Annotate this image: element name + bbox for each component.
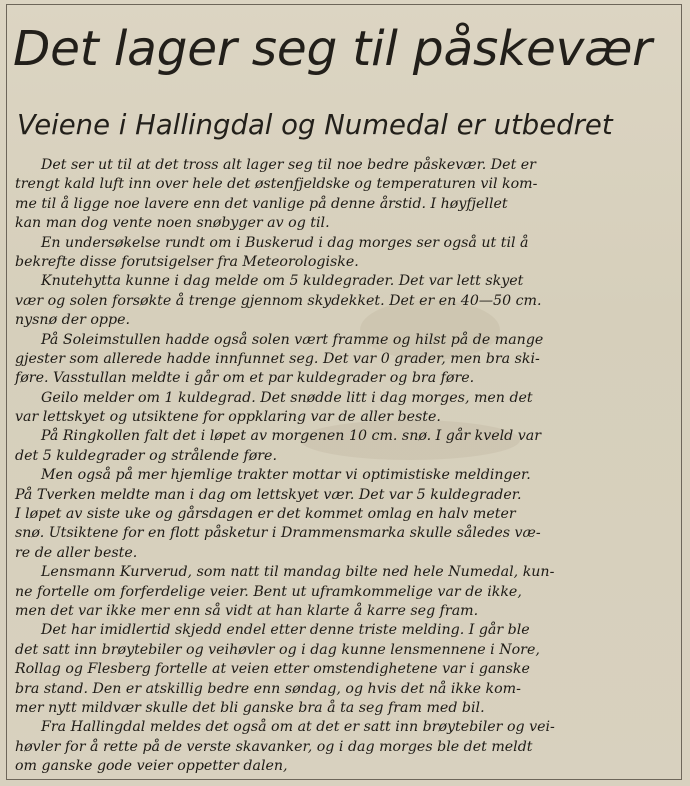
article-line: mer nytt mildvær skulle det bli ganske bra å ta seg fram med bil. bbox=[15, 699, 485, 716]
article-line: snø. Utsiktene for en flott påsketur i Drammensmarka skulle således væ- bbox=[15, 525, 541, 542]
article-line: det 5 kuldegrader og strålende føre. bbox=[15, 447, 277, 464]
article-line: føre. Vasstullan meldte i går om et par kuldegrader og bra føre. bbox=[15, 370, 475, 387]
article-line: Rollag og Flesberg fortelle at veien etter omstendighetene var i ganske bbox=[15, 661, 530, 678]
newspaper-clipping bbox=[6, 4, 682, 780]
article-line: vær og solen forsøkte å trenge gjennom skydekket. Det er en 40—50 cm. bbox=[15, 292, 542, 309]
article-line: En undersøkelse rundt om i Buskerud i dag morges ser også ut til å bbox=[41, 234, 529, 251]
article-line: trengt kald luft inn over hele det østenfjeldske og temperaturen vil kom- bbox=[15, 176, 538, 193]
article-line: me til å ligge noe lavere enn det vanlige på denne årstid. I høyfjellet bbox=[15, 195, 508, 212]
article-line: det satt inn brøytebiler og veihøvler og i dag kunne lensmennene i Nore, bbox=[15, 641, 540, 658]
article-line: Men også på mer hjemlige trakter mottar vi optimistiske meldinger. bbox=[41, 467, 531, 484]
article-line: Fra Hallingdal meldes det også om at det er satt inn brøytebiler og vei- bbox=[41, 719, 555, 736]
article-line: På Tverken meldte man i dag om lettskyet vær. Det var 5 kuldegrader. bbox=[15, 486, 522, 503]
article-line: Knutehytta kunne i dag melde om 5 kuldegrader. Det var lett skyet bbox=[41, 273, 524, 290]
article-subheadline: Veiene i Hallingdal og Numedal er utbedret bbox=[17, 109, 613, 141]
article-line: var lettskyet og utsiktene for oppklaring var de aller beste. bbox=[15, 409, 441, 426]
article-line: men det var ikke mer enn så vidt at han klarte å karre seg fram. bbox=[15, 602, 479, 619]
article-line: bekrefte disse forutsigelser fra Meteorologiske. bbox=[15, 253, 359, 270]
article-line: I løpet av siste uke og gårsdagen er det kommet omlag en halv meter bbox=[15, 506, 516, 523]
article-line: kan man dog vente noen snøbyger av og til. bbox=[15, 215, 330, 232]
article-body bbox=[15, 156, 679, 777]
article-line: bra stand. Den er atskillig bedre enn søndag, og hvis det nå ikke kom- bbox=[15, 680, 521, 697]
article-line: Lensmann Kurverud, som natt til mandag bilte ned hele Numedal, kun- bbox=[41, 564, 555, 581]
article-line: Det ser ut til at det tross alt lager seg til noe bedre påskevær. Det er bbox=[41, 157, 536, 173]
article-line: Det har imidlertid skjedd endel etter denne triste melding. I går ble bbox=[41, 622, 530, 639]
article-line: gjester som allerede hadde innfunnet seg. Det var 0 grader, men bra ski- bbox=[15, 350, 540, 367]
article-line: nysnø der oppe. bbox=[15, 312, 131, 329]
article-line: Geilo melder om 1 kuldegrad. Det snødde litt i dag morges, men det bbox=[41, 389, 533, 406]
article-headline: Det lager seg til påskevær bbox=[13, 21, 652, 77]
article-line: På Soleimstullen hadde også solen vært framme og hilst på de mange bbox=[41, 331, 544, 348]
article-line: høvler for å rette på de verste skavanker, og i dag morges ble det meldt bbox=[15, 738, 533, 755]
article-line: På Ringkollen falt det i løpet av morgenen 10 cm. snø. I går kveld var bbox=[41, 428, 542, 445]
article-line: ne fortelle om forferdelige veier. Bent ut uframkommelige var de ikke, bbox=[15, 583, 522, 600]
article-line: re de aller beste. bbox=[15, 544, 138, 561]
article-line: om ganske gode veier oppetter dalen, bbox=[15, 758, 288, 775]
